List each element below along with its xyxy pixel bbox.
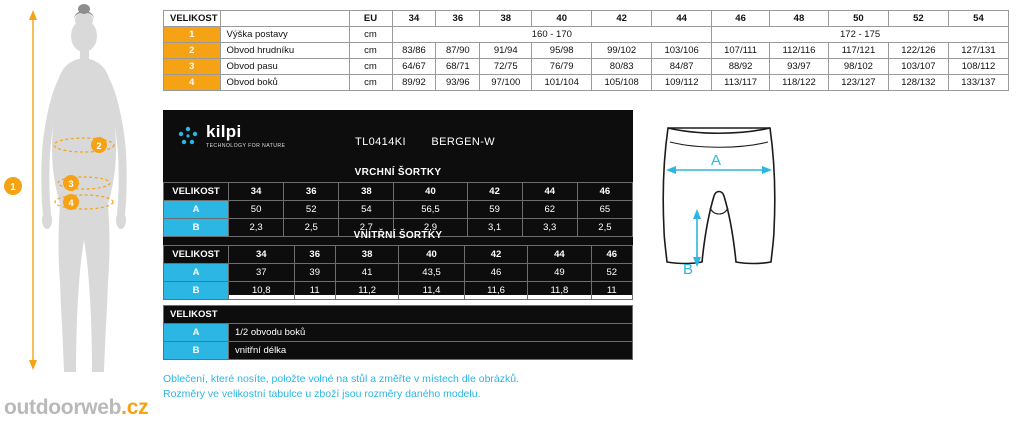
row-key-b: B <box>164 219 229 237</box>
row-label: Obvod hrudníku <box>220 43 349 59</box>
shorts-diagram <box>640 112 830 297</box>
row-number: 3 <box>164 59 221 75</box>
watermark-tld: .cz <box>121 396 149 419</box>
cell: 122/126 <box>888 43 948 59</box>
cell: 93/96 <box>436 75 480 91</box>
legend-text-b: vnitřní délka <box>229 342 633 360</box>
cell: 117/121 <box>828 43 888 59</box>
cell: 52 <box>591 264 632 282</box>
table-row <box>164 75 1009 91</box>
cell: 3,1 <box>467 219 522 237</box>
cell: 11 <box>294 282 335 300</box>
table-row <box>164 43 1009 59</box>
th-50: 50 <box>828 11 888 27</box>
footer-notes <box>163 372 519 402</box>
legend-key-a: A <box>164 324 229 342</box>
th-size-40: 40 <box>394 183 467 201</box>
row-unit: cm <box>349 43 392 59</box>
cell: 103/107 <box>888 59 948 75</box>
row-key-b: B <box>164 282 229 300</box>
watermark-name: outdoorweb <box>4 396 122 419</box>
cell: 95/98 <box>532 43 592 59</box>
row-number: 4 <box>164 75 221 91</box>
th-blank <box>220 11 349 27</box>
th-size-38: 38 <box>335 246 398 264</box>
product-size-panel <box>163 110 633 295</box>
shorts-outline <box>663 128 775 264</box>
cell: 52 <box>284 201 339 219</box>
table-row <box>164 59 1009 75</box>
th-size-34: 34 <box>229 246 295 264</box>
cell: 128/132 <box>888 75 948 91</box>
cell: 2,7 <box>339 219 394 237</box>
row-label: Výška postavy <box>220 27 349 43</box>
table-header-row <box>164 11 1009 27</box>
cell: 89/92 <box>392 75 436 91</box>
table-header-row <box>164 306 633 324</box>
cell: 11,2 <box>335 282 398 300</box>
cell: 133/137 <box>948 75 1008 91</box>
cell: 101/104 <box>532 75 592 91</box>
table-row <box>164 27 1009 43</box>
cell: 2,5 <box>284 219 339 237</box>
cell: 68/71 <box>436 59 480 75</box>
cell: 112/116 <box>770 43 829 59</box>
figure-marker-4 <box>63 194 79 210</box>
th-size-34: 34 <box>229 183 284 201</box>
row-key-a: A <box>164 264 229 282</box>
row-unit: cm <box>349 75 392 91</box>
product-code-row <box>355 136 495 148</box>
cell-height-right: 172 - 175 <box>712 27 1009 43</box>
cell: 84/87 <box>652 59 712 75</box>
cell: 46 <box>464 264 527 282</box>
height-arrow-icon <box>29 10 37 370</box>
table-row <box>164 264 633 282</box>
cell: 3,3 <box>522 219 577 237</box>
body-size-table <box>163 10 1009 91</box>
th-size-44: 44 <box>522 183 577 201</box>
note-line-2: Rozměry ve velikostní tabulce u zboží jsou rozměry daného modelu. <box>163 388 481 400</box>
legend-table <box>163 305 633 360</box>
th-velikost: VELIKOST <box>164 183 229 201</box>
cell: 59 <box>467 201 522 219</box>
label-a: A <box>710 152 722 169</box>
cell: 99/102 <box>592 43 652 59</box>
female-body-silhouette <box>41 12 126 372</box>
note-line-1: Oblečení, které nosíte, položte volné na stůl a změřte v místech dle obrázků. <box>163 373 520 385</box>
th-size-40: 40 <box>399 246 465 264</box>
figure-marker-1 <box>4 177 22 195</box>
cell: 113/117 <box>712 75 770 91</box>
cell: 39 <box>294 264 335 282</box>
th-48: 48 <box>770 11 829 27</box>
table-header-row <box>164 183 633 201</box>
brand-name: kilpi <box>206 122 242 141</box>
th-34: 34 <box>392 11 436 27</box>
th-52: 52 <box>888 11 948 27</box>
row-label: Obvod pasu <box>220 59 349 75</box>
table-row <box>164 342 633 360</box>
th-size-36: 36 <box>294 246 335 264</box>
watermark <box>4 396 148 420</box>
cell: 88/92 <box>712 59 770 75</box>
th-eu: EU <box>349 11 392 27</box>
section-title-outer: VRCHNÍ ŠORTKY <box>354 167 442 178</box>
cell: 123/127 <box>828 75 888 91</box>
cell: 109/112 <box>652 75 712 91</box>
th-54: 54 <box>948 11 1008 27</box>
cell: 103/106 <box>652 43 712 59</box>
th-size-36: 36 <box>284 183 339 201</box>
brand-block <box>177 122 285 149</box>
product-model: BERGEN-W <box>431 136 496 148</box>
row-key-a: A <box>164 201 229 219</box>
cell: 72/75 <box>480 59 532 75</box>
cell: 105/108 <box>592 75 652 91</box>
row-number: 1 <box>164 27 221 43</box>
brand-tagline: TECHNOLOGY FOR NATURE <box>206 143 286 149</box>
th-velikost: VELIKOST <box>164 11 221 27</box>
cell: 11,4 <box>399 282 465 300</box>
table-row <box>164 201 633 219</box>
cell: 11,6 <box>464 282 527 300</box>
th-size-46: 46 <box>591 246 632 264</box>
measure-b-arrow <box>693 209 701 267</box>
row-number: 2 <box>164 43 221 59</box>
cell: 76/79 <box>532 59 592 75</box>
cell: 56,5 <box>394 201 467 219</box>
th-38: 38 <box>480 11 532 27</box>
th-size-46: 46 <box>577 183 632 201</box>
cell: 10,8 <box>229 282 295 300</box>
table-row <box>164 324 633 342</box>
kilpi-logo-icon <box>177 125 199 147</box>
th-42: 42 <box>592 11 652 27</box>
cell: 80/83 <box>592 59 652 75</box>
outer-shorts-table <box>163 182 633 237</box>
th-size-38: 38 <box>339 183 394 201</box>
cell: 87/90 <box>436 43 480 59</box>
cell: 107/111 <box>712 43 770 59</box>
cell: 49 <box>528 264 591 282</box>
body-measurement-figure <box>0 0 160 400</box>
cell: 11,8 <box>528 282 591 300</box>
cell: 127/131 <box>948 43 1008 59</box>
svg-text:4: 4 <box>68 198 74 209</box>
cell: 91/94 <box>480 43 532 59</box>
inner-shorts-table <box>163 245 633 300</box>
cell: 118/122 <box>770 75 829 91</box>
cell: 2,9 <box>394 219 467 237</box>
th-velikost: VELIKOST <box>164 246 229 264</box>
table-header-row <box>164 246 633 264</box>
legend-header: VELIKOST <box>164 306 633 324</box>
cell-height-left: 160 - 170 <box>392 27 712 43</box>
cell: 54 <box>339 201 394 219</box>
row-unit: cm <box>349 59 392 75</box>
svg-text:3: 3 <box>68 179 74 190</box>
cell: 64/67 <box>392 59 436 75</box>
figure-marker-3 <box>63 175 79 191</box>
th-size-42: 42 <box>464 246 527 264</box>
cell: 62 <box>522 201 577 219</box>
label-b: B <box>682 261 694 278</box>
cell: 2,5 <box>577 219 632 237</box>
cell: 98/102 <box>828 59 888 75</box>
th-44: 44 <box>652 11 712 27</box>
legend-text-a: 1/2 obvodu boků <box>229 324 633 342</box>
svg-text:1: 1 <box>10 182 16 193</box>
cell: 97/100 <box>480 75 532 91</box>
cell: 65 <box>577 201 632 219</box>
svg-text:2: 2 <box>96 141 102 152</box>
section-title-inner: VNITŘNÍ ŠORTKY <box>353 230 443 241</box>
cell: 50 <box>229 201 284 219</box>
th-46: 46 <box>712 11 770 27</box>
cell: 37 <box>229 264 295 282</box>
th-size-44: 44 <box>528 246 591 264</box>
cell: 2,3 <box>229 219 284 237</box>
cell: 93/97 <box>770 59 829 75</box>
row-label: Obvod boků <box>220 75 349 91</box>
th-size-42: 42 <box>467 183 522 201</box>
th-40: 40 <box>532 11 592 27</box>
legend-key-b: B <box>164 342 229 360</box>
cell: 108/112 <box>948 59 1008 75</box>
cell: 43,5 <box>399 264 465 282</box>
product-code: TL0414KI <box>355 136 406 148</box>
cell: 41 <box>335 264 398 282</box>
table-row <box>164 282 633 300</box>
row-unit: cm <box>349 27 392 43</box>
cell: 11 <box>591 282 632 300</box>
cell: 83/86 <box>392 43 436 59</box>
figure-marker-2 <box>91 137 107 153</box>
th-36: 36 <box>436 11 480 27</box>
